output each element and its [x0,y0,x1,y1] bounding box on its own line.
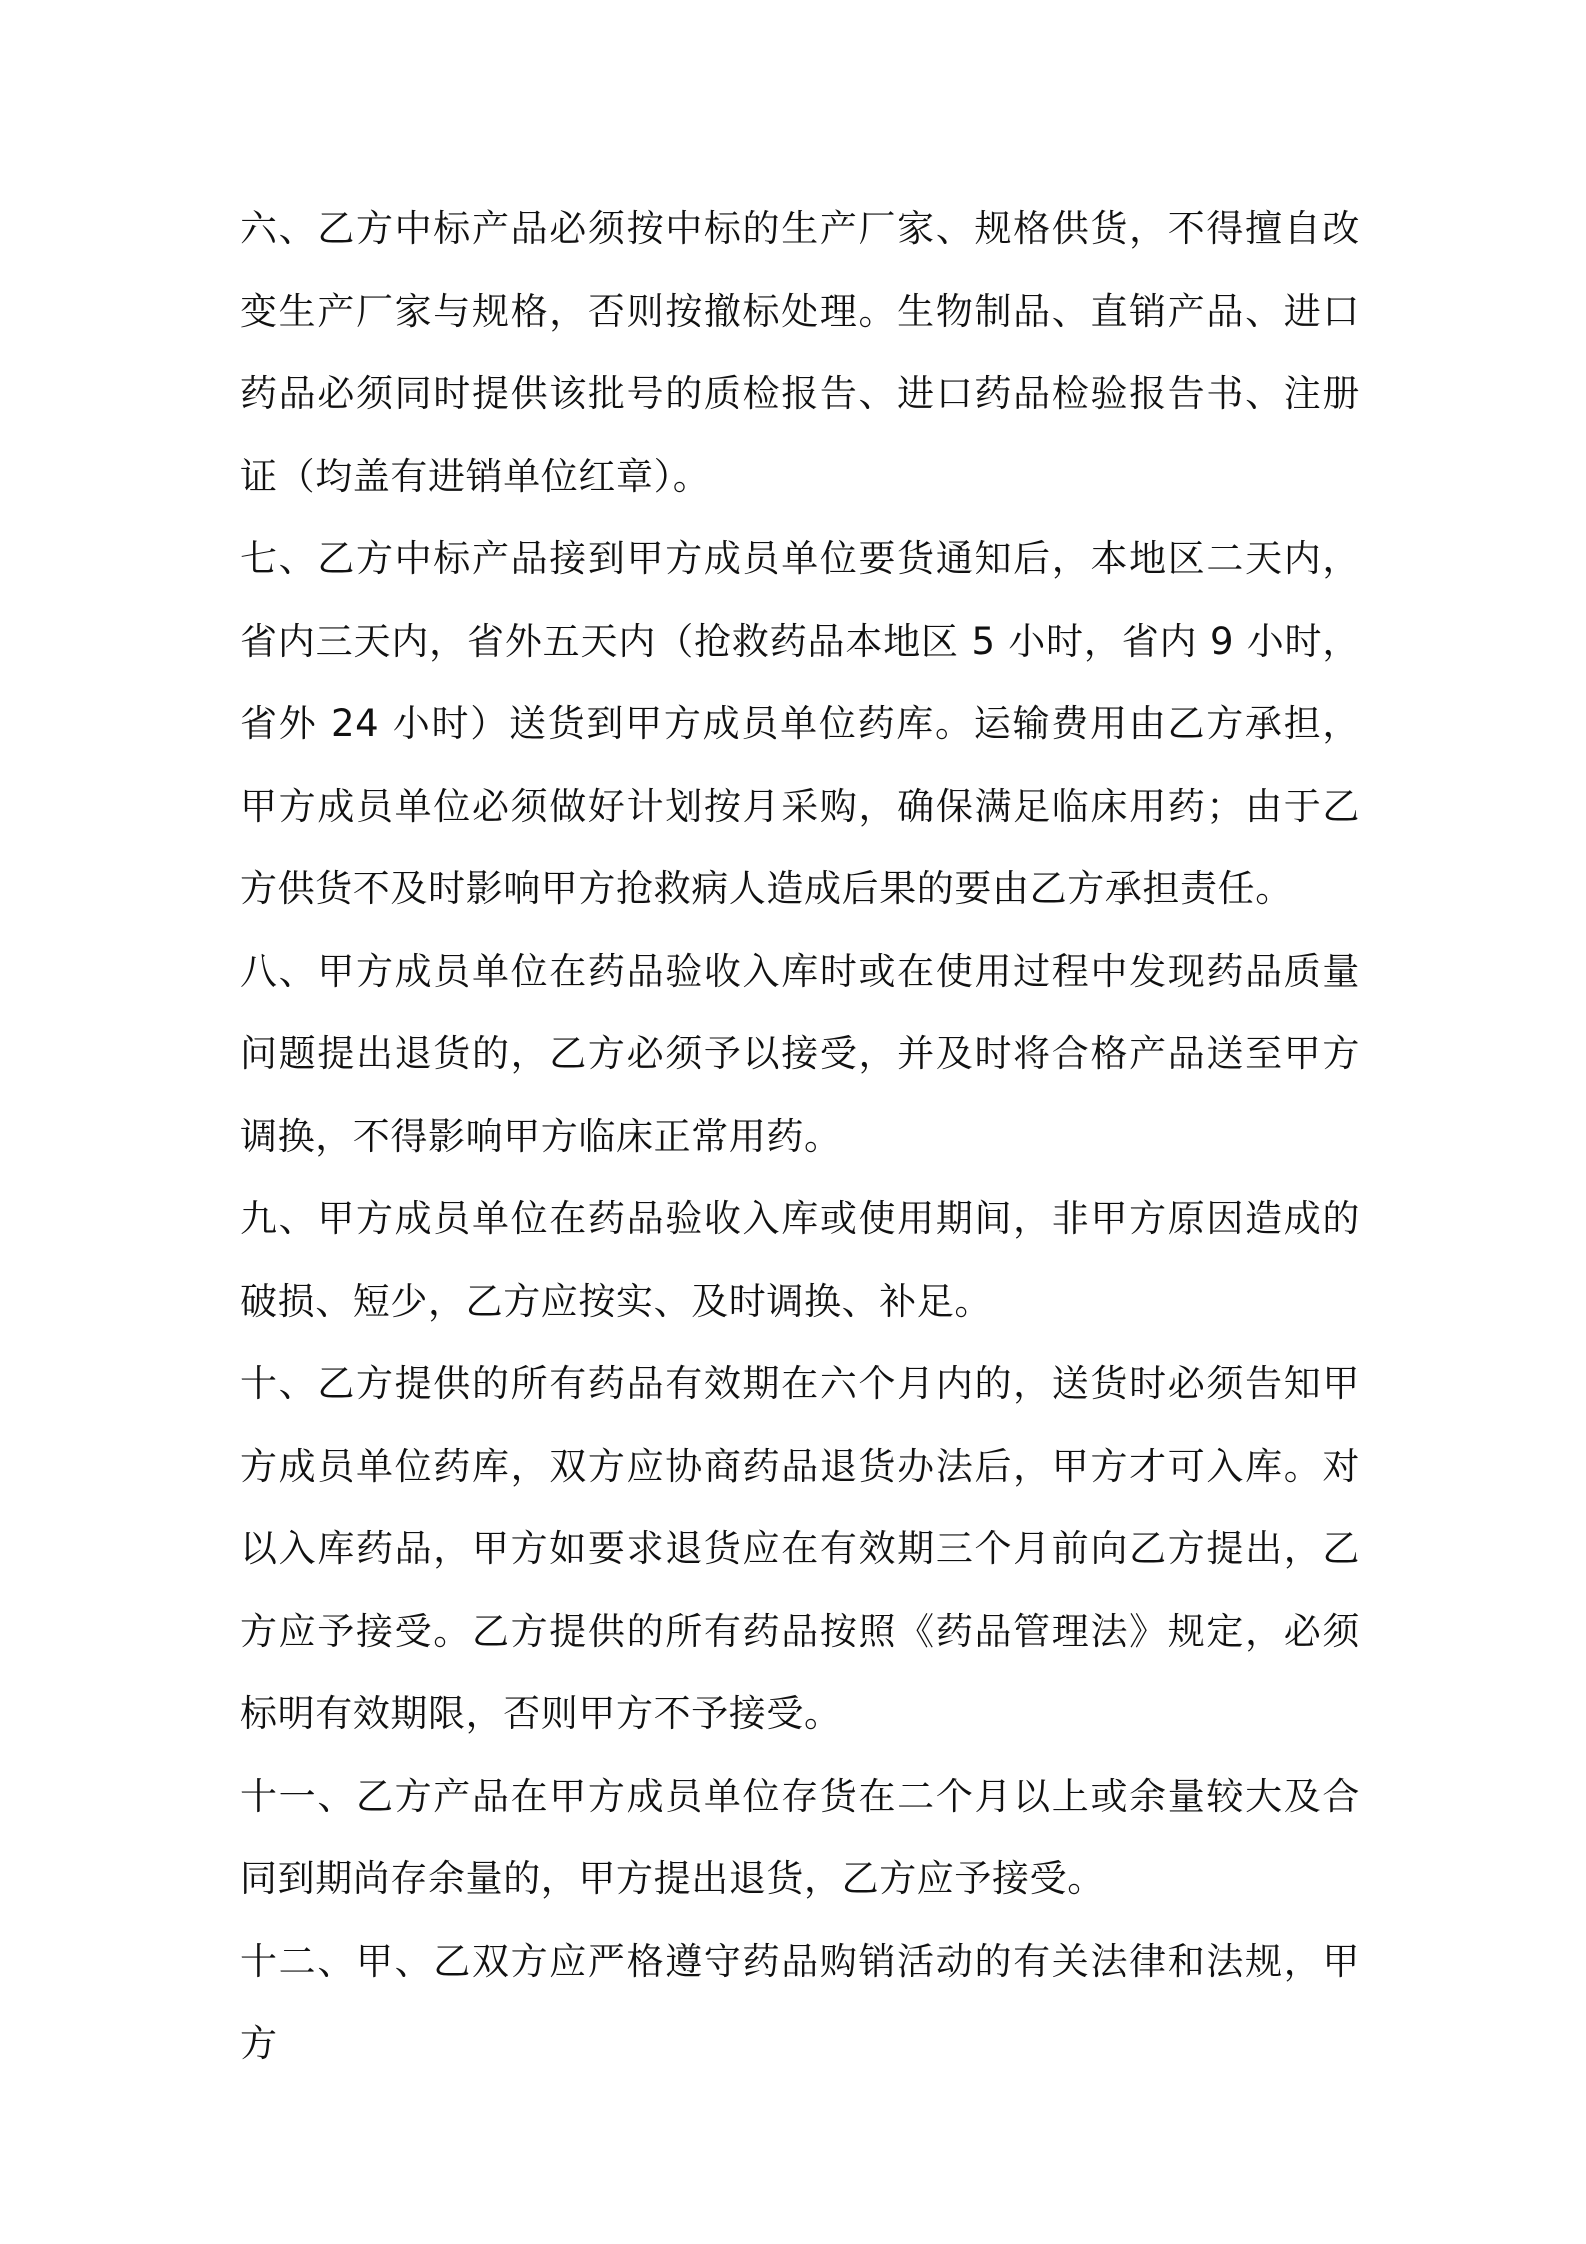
clause-11: 十一、乙方产品在甲方成员单位存货在二个月以上或余量较大及合同到期尚存余量的，甲方提出退货，乙方应予接受。 [240,1774,1360,1900]
document-body [240,188,1360,2086]
clause-12: 十二、甲、乙双方应严格遵守药品购销活动的有关法律和法规，甲方 [240,1939,1360,2065]
clause-6: 六、乙方中标产品必须按中标的生产厂家、规格供货，不得擅自改变生产厂家与规格，否则按撤标处理。生物制品、直销产品、进口药品必须同时提供该批号的质检报告、进口药品检验报告书、注册证（均盖有进销单位红章）。 [240,207,1360,498]
clause-8: 八、甲方成员单位在药品验收入库时或在使用过程中发现药品质量问题提出退货的，乙方必须予以接受，并及时将合格产品送至甲方调换，不得影响甲方临床正常用药。 [240,949,1360,1158]
clause-7: 七、乙方中标产品接到甲方成员单位要货通知后，本地区二天内，省内三天内，省外五天内（抢救药品本地区 5 小时，省内 9 小时，省外 24 小时）送货到甲方成员单位药库。运输费用由乙方承担，甲方成员单位必须做好计划按月采购，确保满足临床用药；由于乙方供货不及时影响甲方抢救病人造成后果的要由乙方承担责任。 [240,537,1360,910]
clause-9: 九、甲方成员单位在药品验收入库或使用期间，非甲方原因造成的破损、短少，乙方应按实、及时调换、补足。 [240,1197,1360,1323]
clause-10: 十、乙方提供的所有药品有效期在六个月内的，送货时必须告知甲方成员单位药库，双方应协商药品退货办法后，甲方才可入库。对以入库药品，甲方如要求退货应在有效期三个月前向乙方提出，乙方应予接受。乙方提供的所有药品按照《药品管理法》规定，必须标明有效期限，否则甲方不予接受。 [240,1362,1360,1735]
